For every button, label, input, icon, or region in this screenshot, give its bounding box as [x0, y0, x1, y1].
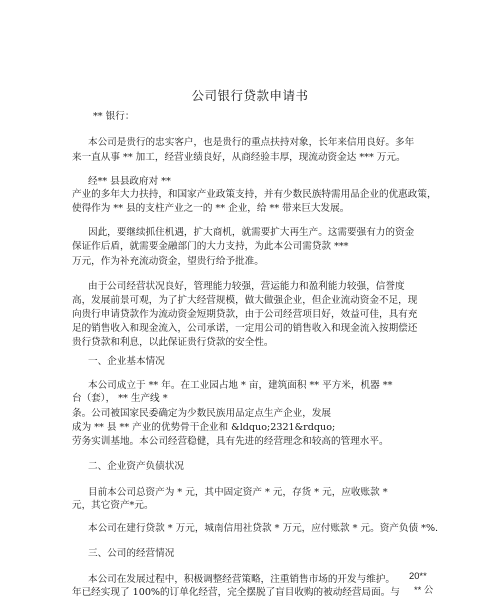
paragraph-line: 由于公司经营状况良好，管理能力较强，营运能力和盈利能力较强，信誉度: [88, 281, 405, 292]
paragraph-line: 本公司在建行贷款 * 万元，城南信用社贷款 * 万元，应付账款 * 元。资产负债 *%.: [88, 523, 439, 534]
paragraph-line: 条。公司被国家民委确定为少数民族用品定点生产企业，发展: [72, 408, 332, 419]
paragraph-line: 万元，作为补充流动资金，望贵行给予批准。: [72, 256, 264, 267]
paragraph-line: 本公司是贵行的忠实客户，也是贵行的重点扶持对象，长年来信用良好。多年: [88, 137, 415, 148]
paragraph-line: 成为 ** 县 ** 产业的优势骨干企业和 &ldquo;2321&rdquo;: [72, 422, 336, 433]
side-mark: ** 公: [414, 584, 434, 595]
paragraph-line: 劳务实训基地。本公司经营稳健，具有先进的经营理念和较高的管理水平。: [72, 436, 389, 447]
paragraph-line: 足的销售收入和现金流入，公司承诺，一定用公司的销售收入和现金流入按期偿还: [72, 323, 418, 334]
side-mark: 20**: [409, 570, 427, 581]
paragraph-line: 因此，要继续抓住机遇，扩大商机，就需要扩大再生产。这需要强有力的资金: [88, 227, 415, 238]
paragraph-line: 高，发展前景可观，为了扩大经营规模，做大做强企业，但企业流动资金不足，现: [72, 295, 418, 306]
paragraph-line: 目前本公司总资产为 * 元，其中固定资产 * 元，存货 * 元，应收账款 *: [88, 487, 388, 498]
section-heading: 一、企业基本情况: [88, 356, 165, 367]
paragraph-line: 元，其它资产*元。: [72, 500, 154, 511]
paragraph-line: 本公司成立于 ** 年。在工业园占地 * 亩，建筑面积 ** 平方米，机器 **: [88, 380, 393, 391]
paragraph-line: 贵行贷款和利息，以此保证贵行贷款的安全性。: [72, 337, 274, 348]
paragraph-line: 年已经实现了 100%的订单化经营，完全摆脱了盲目收购的被动经营局面。与: [72, 587, 400, 598]
paragraph-line: 经** 县县政府对 **: [88, 176, 171, 187]
section-heading: 二、企业资产负债状况: [88, 461, 184, 472]
paragraph-line: 产业的多年大力扶持，和国家产业政策支持，并有少数民族特需用品企业的优惠政策，: [72, 189, 437, 200]
paragraph-line: 来一直从事 ** 加工，经营业绩良好，从商经验丰厚，现流动资金达 *** 万元。: [72, 152, 406, 163]
paragraph-line: 台（套）， ** 生产线 *: [72, 393, 168, 404]
document-title: 公司银行贷款申请书: [191, 88, 309, 103]
paragraph-line: 使得作为 ** 县的支柱产业之一的 ** 企业，给 ** 带来巨大发展。: [72, 203, 350, 214]
paragraph-line: 本公司在发展过程中，积极调整经营策略，注重销售市场的开发与维护。: [88, 574, 395, 585]
section-heading: 三、公司的经营情况: [88, 548, 175, 559]
salutation: ** 银行：: [93, 111, 135, 122]
paragraph-line: 保证作后盾，就需要金融部门的大力支持，为此本公司需贷款 ***: [72, 241, 349, 252]
paragraph-line: 向贵行申请贷款作为流动资金短期贷款，由于公司经营项目好，效益可佳，具有充: [72, 309, 418, 320]
